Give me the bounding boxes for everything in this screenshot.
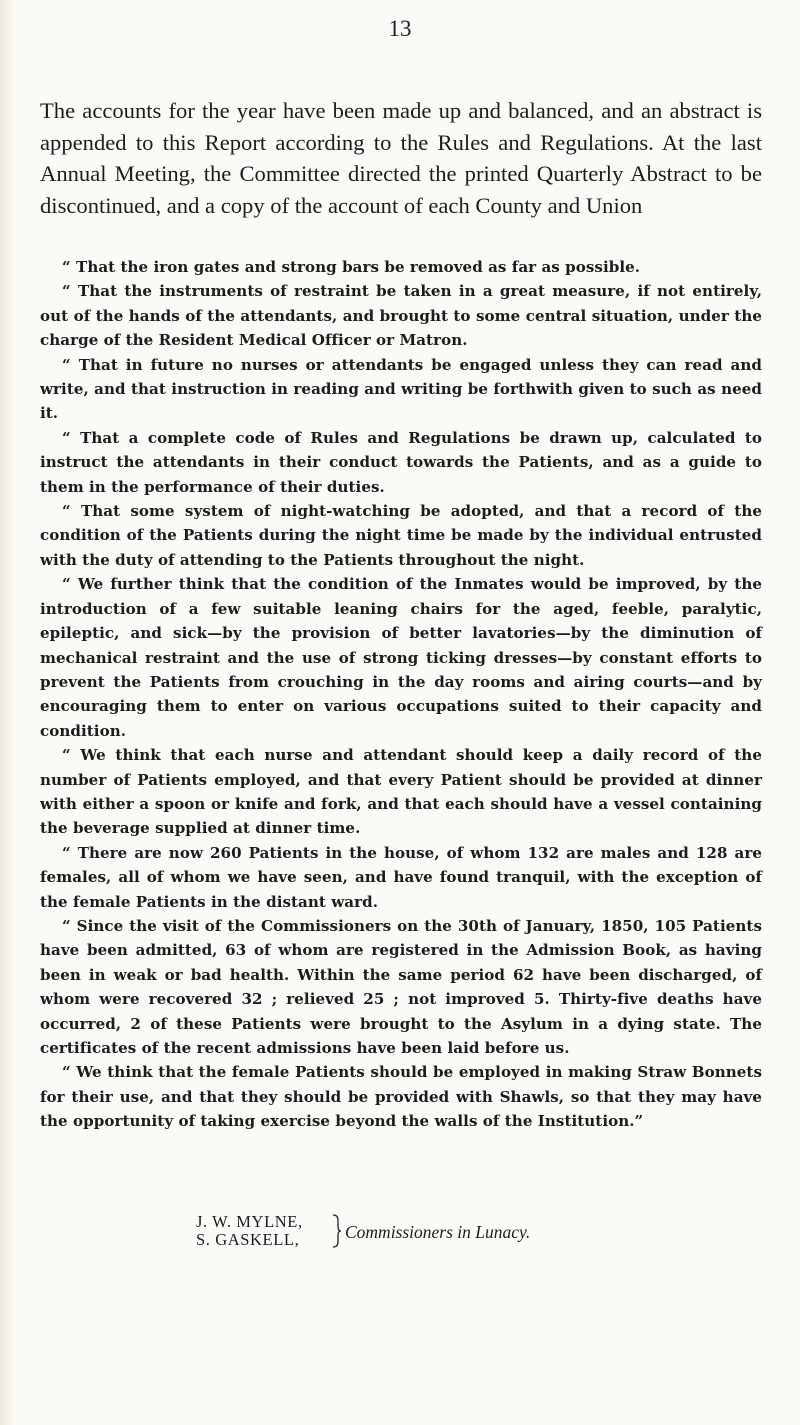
signatory-title: Commissioners in Lunacy. (345, 1222, 531, 1242)
signatory-names (196, 1213, 303, 1249)
quoted-report (40, 255, 762, 1134)
signature-block (196, 1213, 756, 1259)
quoted-paragraph: “ That some system of night-watching be adopted, and that a record of the condition of the Patients during the night time be made by the individual entrusted with the duty of attending to the Patients throughout the night. (40, 502, 762, 569)
lead-paragraph: The accounts for the year have been made up and balanced, and an abstract is appended to this Report according to the Rules and Regulations. At the last Annual Meeting, the Committee directed the printed Quarterly Abstract to be discontinued, and a copy of the account of each County and Union (40, 98, 762, 218)
page-number: 13 (388, 16, 412, 41)
quoted-paragraph: “ There are now 260 Patients in the house, of whom 132 are males and 128 are females, all of whom we have seen, and have found tranquil, with the exception of the female Patients in the distant ward. (40, 843, 762, 911)
brace-icon (332, 1214, 342, 1248)
quoted-paragraph: “ That the iron gates and strong bars be removed as far as possible. (62, 258, 641, 276)
quoted-paragraph: “ We think that each nurse and attendant should keep a daily record of the number of Patients employed, and that every Patient should be provided at dinner with either a spoon or knife and fork, and that each should have a vessel containing the beverage supplied at dinner time. (40, 746, 762, 838)
quoted-paragraph: “ That a complete code of Rules and Regulations be drawn up, calculated to instruct the attendants in their conduct towards the Patients, and as a guide to them in the performance of their duties. (40, 428, 762, 496)
quoted-paragraph: “ That the instruments of restraint be taken in a great measure, if not entirely, out of the hands of the attendants, and brought to some central situation, under the charge of the Resident Medical Officer or Matron. (40, 282, 762, 350)
quoted-paragraph: “ We think that the female Patients should be employed in making Straw Bonnets for their use, and that they should be provided with Shawls, so that they may have the opportunity of taking exercise beyond the walls of the Institution.” (40, 1063, 762, 1131)
quoted-paragraph: “ We further think that the condition of the Inmates would be improved, by the introduction of a few suitable leaning chairs for the aged, feeble, paralytic, epileptic, and sick—by the provision of better lavatories—by the diminution of mechanical restraint and the use of strong ticking dresses—by constant efforts to prevent the Patients from crouching in the day rooms and airing courts—and by encouraging them to enter on various occupations suited to their capacity and condition. (40, 575, 762, 740)
quoted-paragraph: “ Since the visit of the Commissioners on the 30th of January, 1850, 105 Patients have been admitted, 63 of whom are registered in the Admission Book, as having been in weak or bad health. Within the same period 62 have been discharged, of whom were recovered 32 ; relieved 25 ; not improved 5. Thirty-five deaths have occurred, 2 of these Patients were brought to the Asylum in a dying state. The certificates of the recent admissions have been laid before us. (40, 916, 762, 1057)
binding-edge (0, 0, 14, 1425)
signatory-name: J. W. MYLNE, (196, 1212, 303, 1231)
quoted-paragraph: “ That in future no nurses or attendants be engaged unless they can read and write, and that instruction in reading and writing be forthwith given to such as need it. (40, 355, 762, 423)
signatory-name: S. GASKELL, (196, 1230, 300, 1249)
